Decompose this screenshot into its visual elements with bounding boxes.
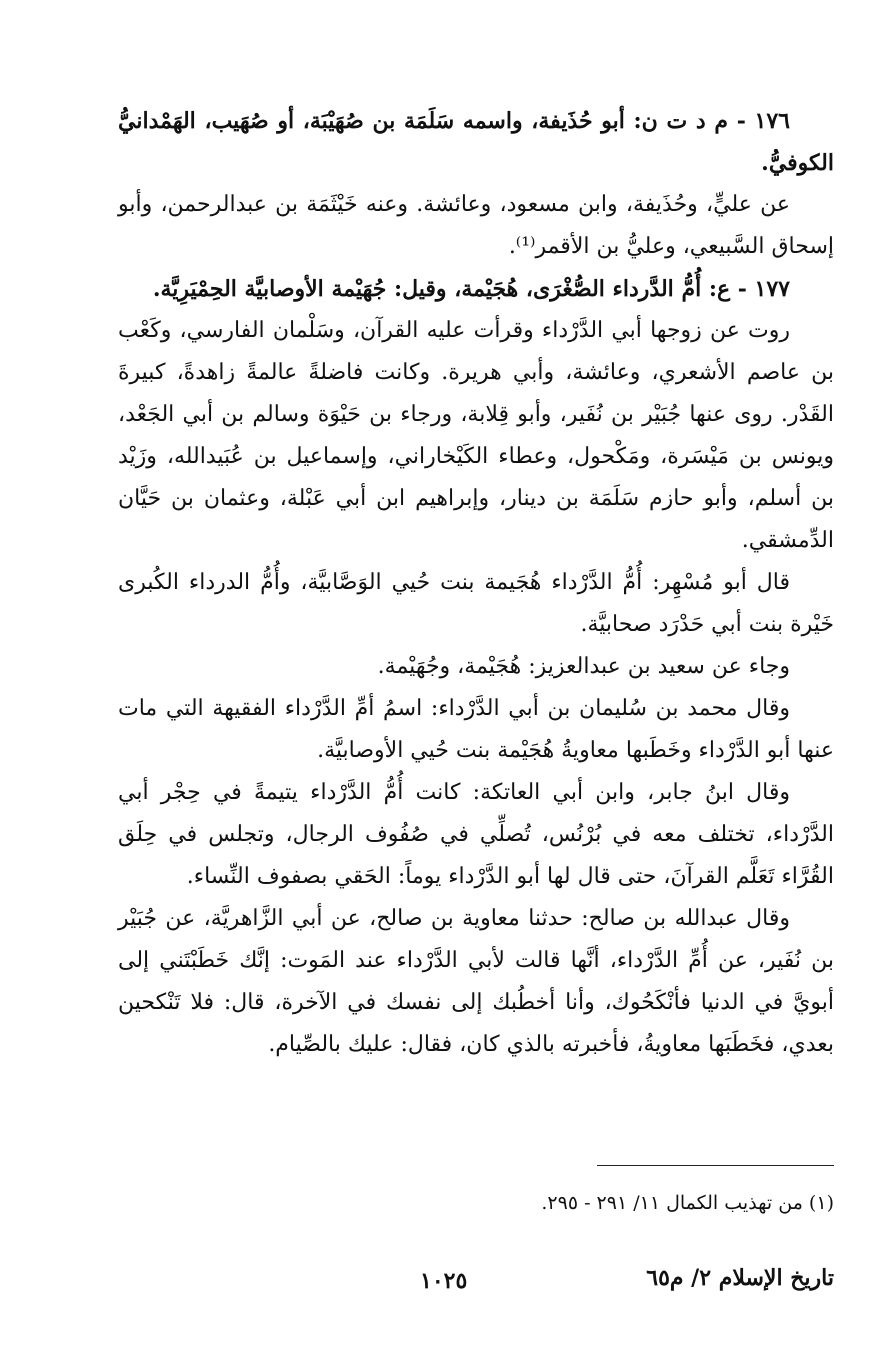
page-body (118, 100, 834, 1066)
entry-176-paragraph: عن عليٍّ، وحُذَيفة، وابن مسعود، وعائشة. وعنه خَيْثَمَة بن عبدالرحمن، وأبو إسحاق السَّبيعي، وعليُّ بن الأقمر⁽¹⁾. (118, 192, 834, 259)
entry-177-heading: ١٧٧ - ع: أُمُّ الدَّرداء الصُّغْرَى، هُجَيْمة، وقيل: جُهَيْمة الأوصابيَّة الحِمْيَرِيَّة. (152, 276, 790, 302)
entry-177-paragraph-2: قال أبو مُسْهِر: أُمُّ الدَّرْداء هُجَيمة بنت حُيي الوَصَّابيَّة، وأُمُّ الدرداء الكُبرى خَيْرة بنت أبي حَدْرَد صحابيَّة. (118, 570, 834, 637)
entry-177-paragraph-3: وجاء عن سعيد بن عبدالعزيز: هُجَيْمة، وجُهَيْمة. (377, 654, 790, 679)
entry-177-paragraph-6: وقال عبدالله بن صالح: حدثنا معاوية بن صالح، عن أبي الزَّاهريَّة، عن جُبَيْر بن نُفَير، عن أُمِّ الدَّرْداء، أنَّها قالت لأبي الدَّرْداء عند المَوت: إنَّك خَطَبْتَني إلى أبويَّ في الدنيا فأنْكَحُوك، وأنا أخطُبك إلى نفسك في الآخرة، قال: فلا تَنْكحين بعدي، فخَطَبَها معاويةُ، فأخبرته بالذي كان، فقال: عليك بالصِّيام. (118, 906, 834, 1057)
entry-177-paragraph-4: وقال محمد بن سُليمان بن أبي الدَّرْداء: اسمُ أمِّ الدَّرْداء الفقيهة التي مات عنها أبو الدَّرْداء وخَطَبها معاويةُ هُجَيْمة بنت حُيي الأوصابيَّة. (118, 696, 834, 763)
footnote-divider (597, 1165, 834, 1166)
footnote: (١) من تهذيب الكمال ١١/ ٢٩١ - ٢٩٥. (541, 1192, 834, 1214)
entry-177-paragraph-1: روت عن زوجها أبي الدَّرْداء وقرأت عليه القرآن، وسَلْمان الفارسي، وكَعْب بن عاصم الأشعري، وعائشة، وأبي هريرة. وكانت فاضلةً عالمةً زاهدةً، كبيرةَ القَدْر. روى عنها جُبَيْر بن نُفَير، وأبو قِلابة، ورجاء بن حَيْوَة وسالم بن أبي الجَعْد، ويونس بن مَيْسَرة، ومَكْحول، وعطاء الكَيْخاراني، وإسماعيل بن عُبَيدالله، وزَيْد بن أسلم، وأبو حازم سَلَمَة بن دينار، وإبراهيم ابن أبي عَبْلة، وعثمان بن حَيَّان الدِّمشقي. (118, 318, 834, 553)
page-number: ١٠٢٥ (420, 1268, 468, 1294)
entry-177-paragraph-5: وقال ابنُ جابر، وابن أبي العاتكة: كانت أُمُّ الدَّرْداء يتيمةً في حِجْر أبي الدَّرْداء، تختلف معه في بُرْنُس، تُصلِّي في صُفُوف الرجال، وتجلس في حِلَق القُرَّاء تَعَلَّم القرآنَ، حتى قال لها أبو الدَّرْداء يوماً: الحَقي بصفوف النِّساء. (118, 780, 834, 889)
entry-176-heading: ١٧٦ - م د ت ن: أبو حُذَيفة، واسمه سَلَمَة بن صُهَيْبَة، أو صُهَيب، الهَمْدانيُّ الكوفيُّ. (118, 108, 834, 176)
running-title: تاريخ الإسلام ٢/ م٦٥ (646, 1265, 834, 1291)
